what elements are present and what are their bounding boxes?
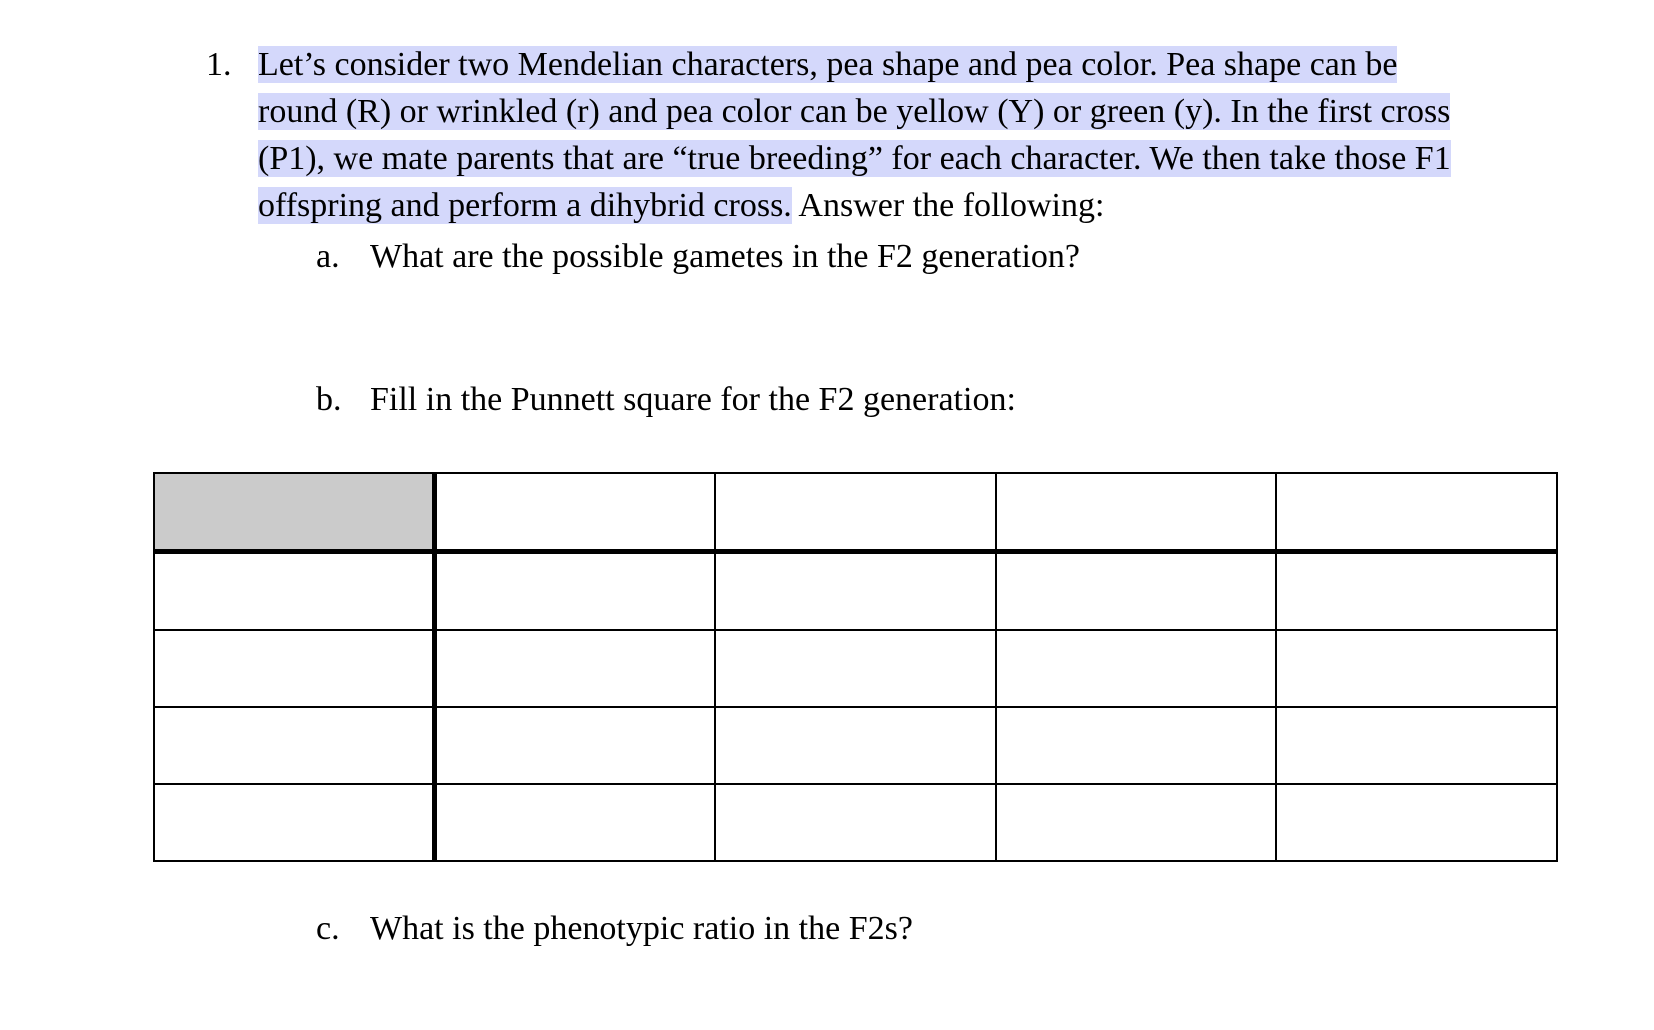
- table-cell[interactable]: [1276, 630, 1557, 707]
- table-cell[interactable]: [1276, 552, 1557, 631]
- table-cell[interactable]: [1276, 784, 1557, 861]
- table-row-header-cell[interactable]: [154, 707, 435, 784]
- table-header-cell[interactable]: [1276, 473, 1557, 552]
- table-cell[interactable]: [1276, 707, 1557, 784]
- table-cell[interactable]: [715, 630, 996, 707]
- table-row: [154, 707, 1557, 784]
- table-row-header-cell[interactable]: [154, 552, 435, 631]
- table-header-cell[interactable]: [715, 473, 996, 552]
- table-cell[interactable]: [715, 552, 996, 631]
- table-row-header-cell[interactable]: [154, 784, 435, 861]
- table-row: [154, 552, 1557, 631]
- table-cell[interactable]: [715, 784, 996, 861]
- question-text[interactable]: [258, 41, 1558, 229]
- table-cell[interactable]: [996, 630, 1277, 707]
- selected-text[interactable]: round (R) or wrinkled (r) and pea color can be yellow (Y) or green (y). In the first cross: [258, 93, 1451, 130]
- table-row: [154, 473, 1557, 552]
- table-row: [154, 630, 1557, 707]
- question-line-4: [258, 182, 1558, 229]
- table-row-header-cell[interactable]: [154, 630, 435, 707]
- selected-text[interactable]: (P1), we mate parents that are “true breeding” for each character. We then take those F1: [258, 140, 1451, 177]
- table-cell[interactable]: [435, 552, 716, 631]
- table-row: [154, 784, 1557, 861]
- table-header-cell[interactable]: [996, 473, 1277, 552]
- table-cell[interactable]: [435, 707, 716, 784]
- table-cell[interactable]: [996, 707, 1277, 784]
- table-cell[interactable]: [435, 630, 716, 707]
- question-line-1: [258, 41, 1558, 88]
- subquestion-letter: a.: [316, 238, 340, 275]
- subquestion-text: What are the possible gametes in the F2 generation?: [370, 238, 1080, 275]
- subquestion-letter: b.: [316, 381, 342, 418]
- question-number: 1.: [206, 46, 232, 83]
- question-line-2: [258, 88, 1558, 135]
- subquestion-text: What is the phenotypic ratio in the F2s?: [370, 910, 913, 947]
- table-corner-cell[interactable]: [154, 473, 435, 552]
- subquestion-letter: c.: [316, 910, 340, 947]
- table-cell[interactable]: [435, 784, 716, 861]
- selected-text[interactable]: Let’s consider two Mendelian characters, pea shape and pea color. Pea shape can be: [258, 46, 1398, 83]
- punnett-square-table: [153, 472, 1558, 862]
- table-cell[interactable]: [996, 552, 1277, 631]
- question-line-3: [258, 135, 1558, 182]
- table-cell[interactable]: [715, 707, 996, 784]
- plain-text: Answer the following:: [791, 187, 1105, 224]
- subquestion-text: Fill in the Punnett square for the F2 generation:: [370, 381, 1016, 418]
- table-header-cell[interactable]: [435, 473, 716, 552]
- table-cell[interactable]: [996, 784, 1277, 861]
- selected-text[interactable]: offspring and perform a dihybrid cross.: [258, 187, 792, 224]
